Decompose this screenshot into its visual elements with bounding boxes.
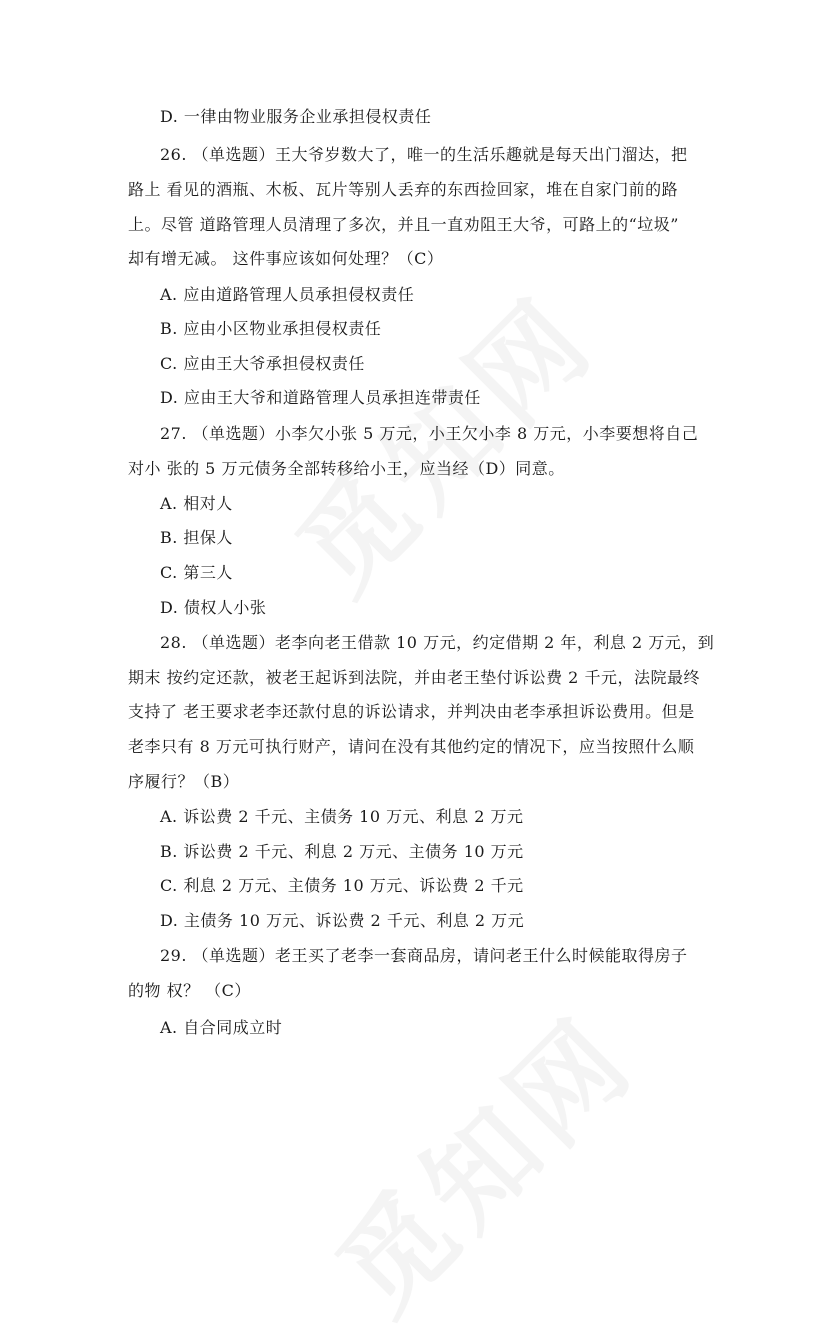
option-d-q26: D. 应由王大爷和道路管理人员承担连带责任 (160, 388, 481, 407)
option-c-q28: C. 利息 2 万元、主债务 10 万元、诉讼费 2 千元 (160, 876, 524, 895)
option-a-q27: A. 相对人 (160, 494, 233, 513)
option-d-q25: D. 一律由物业服务企业承担侵权责任 (160, 107, 432, 126)
option-a-q29: A. 自合同成立时 (160, 1018, 283, 1037)
option-b-q26: B. 应由小区物业承担侵权责任 (160, 319, 382, 338)
option-d-q27: D. 债权人小张 (160, 598, 267, 617)
option-a-q28: A. 诉讼费 2 千元、主债务 10 万元、利息 2 万元 (160, 807, 524, 826)
question-28-line-1: 28. （单选题）老李向老王借款 10 万元，约定借期 2 年，利息 2 万元，到 (160, 633, 715, 652)
option-d-q28: D. 主债务 10 万元、诉讼费 2 千元、利息 2 万元 (160, 911, 525, 930)
option-b-q28: B. 诉讼费 2 千元、利息 2 万元、主债务 10 万元 (160, 842, 524, 861)
question-26-line-3: 上。尽管 道路管理人员清理了多次，并且一直劝阻王大爷，可路上的“垃圾” (128, 215, 679, 234)
question-28-line-2: 期末 按约定还款，被老王起诉到法院，并由老王垫付诉讼费 2 千元，法院最终 (128, 668, 700, 687)
option-c-q26: C. 应由王大爷承担侵权责任 (160, 354, 365, 373)
question-26-line-2: 路上 看见的酒瓶、木板、瓦片等别人丢弃的东西捡回家，堆在自家门前的路 (128, 180, 679, 199)
watermark (297, 976, 663, 1342)
question-27-line-2: 对小 张的 5 万元债务全部转移给小王，应当经（D）同意。 (128, 459, 565, 478)
question-27-line-1: 27. （单选题）小李欠小张 5 万元，小王欠小李 8 万元，小李要想将自己 (160, 424, 699, 443)
option-c-q27: C. 第三人 (160, 563, 233, 582)
question-29-line-2: 的物 权？ （C） (128, 981, 251, 1000)
question-26-line-4: 却有增无减。 这件事应该如何处理？（C） (128, 249, 444, 268)
question-28-line-3: 支持了 老王要求老李还款付息的诉讼请求，并判决由老李承担诉讼费用。但是 (128, 702, 695, 721)
option-b-q27: B. 担保人 (160, 528, 233, 547)
option-a-q26: A. 应由道路管理人员承担侵权责任 (160, 285, 415, 304)
question-29-line-1: 29. （单选题）老王买了老李一套商品房，请问老王什么时候能取得房子 (160, 946, 688, 965)
question-28-line-4: 老李只有 8 万元可执行财产，请问在没有其他约定的情况下，应当按照什么顺 (128, 737, 695, 756)
question-28-line-5: 序履行？（B） (128, 772, 240, 791)
question-26-line-1: 26. （单选题）王大爷岁数大了，唯一的生活乐趣就是每天出门溜达，把 (160, 145, 688, 164)
